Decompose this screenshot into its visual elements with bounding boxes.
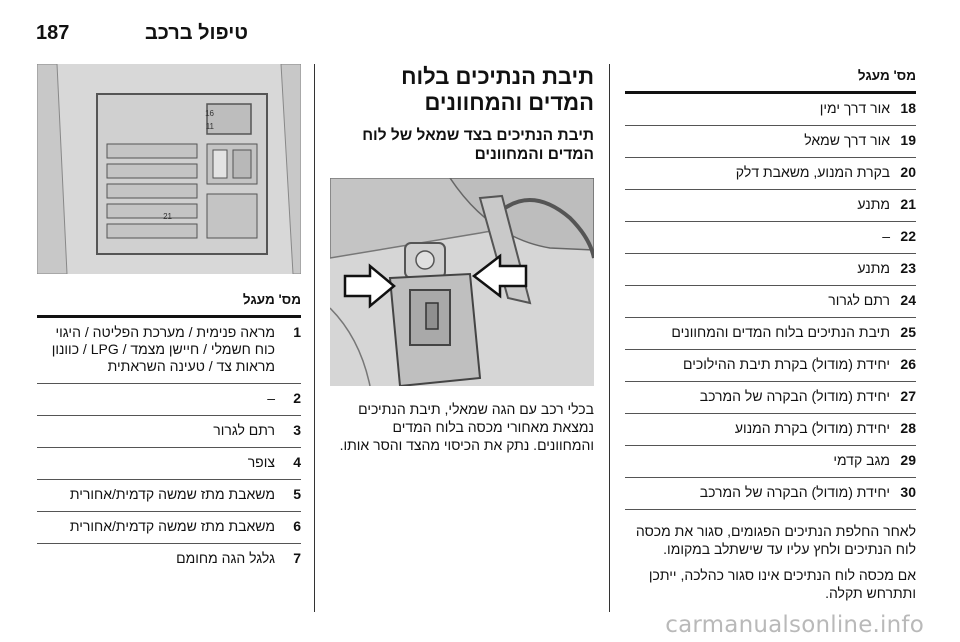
table-row [625,286,916,318]
circuit-number: 5 [293,486,301,502]
circuit-description: – [267,390,275,406]
table-row [625,190,916,222]
table-row [625,94,916,126]
table-row [37,318,301,384]
fuse-box-illustration [37,64,301,274]
circuit-description: יחידת (מודול) הבקרה של המרכב [699,388,890,404]
circuit-description: מתנע [857,260,890,276]
circuit-description: גלגל הגה מחומם [176,550,275,566]
table-row [625,126,916,158]
column-divider [314,64,315,612]
circuit-description: משאבת מתז שמשה קדמית/אחורית [69,518,275,534]
circuit-number: 2 [293,390,301,406]
fuse-label: 16 [205,109,214,118]
circuit-number: 3 [293,422,301,438]
table-row [625,254,916,286]
circuit-number: 22 [900,228,916,244]
section-title: תיבת הנתיכים בלוח המדים והמחוונים [401,64,594,115]
circuit-description: רתם לגרור [213,422,275,438]
circuit-description: – [882,228,890,244]
illustration-caption: בכלי רכב עם הגה שמאלי, תיבת הנתיכים נמצאת מאחורי מכסה בלוח המדים והמחוונים. נתק את הכיסוי מהצד והסר אותו. [339,401,594,453]
circuit-description: יחידת (מודול) בקרת המנוע [734,420,890,436]
page-number: 187 [36,22,70,44]
table-row [625,350,916,382]
section-subtitle: תיבת הנתיכים בצד שמאל של לוח המדים והמחוונים [362,127,594,163]
column-divider [609,64,610,612]
circuit-description: מתנע [857,196,890,212]
circuit-number: 29 [900,452,916,468]
circuit-description: יחידת (מודול) בקרת תיבת ההילוכים [683,356,890,372]
table-row [37,416,301,448]
circuit-description: מגב קדמי [833,452,890,468]
circuit-table-header: מס' מעגל [37,288,301,318]
fuse-label: 11 [205,122,214,131]
table-row [625,446,916,478]
circuit-number: 7 [293,550,301,566]
fuse-label: 21 [163,212,172,221]
circuit-table-right [625,94,916,510]
circuit-number: 20 [900,164,916,180]
table-row [37,544,301,575]
note-paragraph: לאחר החלפת הנתיכים הפגומים, סגור את מכסה לוח הנתיכים ולחץ עליו עד שישתלב במקומו. [635,523,916,557]
table-row [625,478,916,510]
table-row [625,222,916,254]
table-row [37,384,301,416]
circuit-number: 23 [900,260,916,276]
circuit-description: משאבת מתז שמשה קדמית/אחורית [69,486,275,502]
circuit-table-left [37,318,301,575]
circuit-number: 30 [900,484,916,500]
circuit-number: 25 [900,324,916,340]
table-row [625,318,916,350]
circuit-description: צופר [247,454,275,470]
watermark-text: carmanualsonline.info [665,612,924,638]
circuit-number: 19 [900,132,916,148]
circuit-number: 28 [900,420,916,436]
circuit-number: 27 [900,388,916,404]
circuit-description: אור דרך שמאל [804,132,890,148]
table-row [37,448,301,480]
dashboard-illustration-graphic [330,178,594,386]
circuit-description: תיבת הנתיכים בלוח המדים והמחוונים [671,324,890,340]
middle-column [330,64,594,454]
table-row [625,382,916,414]
fuse-box-graphic [37,64,301,274]
circuit-description: בקרת המנוע, משאבת דלק [735,164,890,180]
dashboard-fuse-cover-illustration [330,178,594,386]
circuit-number: 21 [900,196,916,212]
table-row [37,480,301,512]
table-row [625,414,916,446]
circuit-number: 18 [900,100,916,116]
table-row [625,158,916,190]
circuit-description: יחידת (מודול) הבקרה של המרכב [699,484,890,500]
circuit-description: רתם לגרור [828,292,890,308]
left-column [37,64,301,575]
note-paragraph: אם מכסה לוח הנתיכים אינו סגור כהלכה, ייתכן ותתרחש תקלה. [648,567,916,601]
right-column [625,64,916,602]
table-row [37,512,301,544]
circuit-description: מראה פנימית / מערכת הפליטה / היגוי כוח חשמלי / חיישן מצמד / LPG / כוונון מראות צד / טעינה השראתית [51,324,275,374]
circuit-description: אור דרך ימין [819,100,890,116]
circuit-table-header: מס' מעגל [625,64,916,94]
circuit-number: 26 [900,356,916,372]
circuit-number: 1 [293,324,301,340]
circuit-number: 4 [293,454,301,470]
page-header-title: טיפול ברכב [144,22,248,44]
circuit-number: 6 [293,518,301,534]
circuit-number: 24 [900,292,916,308]
